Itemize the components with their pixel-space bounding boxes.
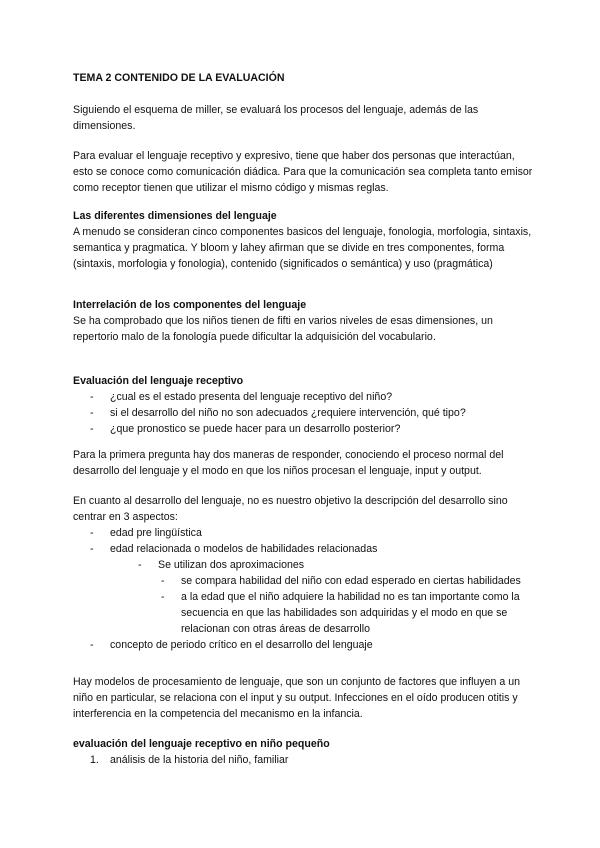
- list-item-text: análisis de la historia del niño, familiar: [110, 754, 289, 766]
- list-item: [73, 637, 533, 653]
- list-item: [73, 405, 533, 421]
- list-item: [73, 421, 533, 437]
- list-item-text: edad relacionada o modelos de habilidades relacionadas: [110, 543, 378, 555]
- list-item-text: ¿cual es el estado presenta del lenguaje receptivo del niño?: [110, 391, 393, 403]
- list-item: [73, 752, 533, 768]
- list-item: [73, 525, 533, 541]
- list-item: [73, 573, 533, 589]
- list-item-text: edad pre lingüística: [110, 527, 202, 539]
- aspects-intro: En cuanto al desarrollo del lenguaje, no es nuestro objetivo la descripción del desarrollo sino centrar en 3 aspectos:: [73, 495, 508, 523]
- list-item: [73, 541, 533, 557]
- answer-paragraph: Para la primera pregunta hay dos maneras de responder, conociendo el proceso normal del desarrollo del lenguaje y el modo en que los niños procesan el lenguaje, input y output.: [73, 449, 504, 477]
- list-item-text: se compara habilidad del niño con edad esperado en ciertas habilidades: [181, 575, 521, 587]
- bullet-dash: -: [90, 543, 94, 555]
- section-text: A menudo se consideran cinco componentes basicos del lenguaje, fonologia, morfologia, sintaxis, semantica y pragmatica. Y bloom y lahey afirman que se divide en tres componentes, forma (sintaxis, morfologia y fonologia), contenido (significados o semántica) y uso (pragmática): [73, 226, 532, 270]
- bullet-dash: -: [90, 423, 94, 435]
- section-heading: evaluación del lenguaje receptivo en niño pequeño: [73, 738, 330, 750]
- section-small-child: [73, 736, 533, 768]
- bullet-dash: -: [161, 591, 165, 603]
- list-item-text: a la edad que el niño adquiere la habilidad no es tan importante como la secuencia en que las habilidades son adquiridas y el modo en que se relacionan con otras áreas de desarrollo: [181, 591, 520, 635]
- list-number: 1.: [90, 754, 99, 766]
- list-item: [73, 557, 533, 573]
- list-item: [73, 389, 533, 405]
- bullet-dash: -: [90, 639, 94, 651]
- section-text: Se ha comprobado que los niños tienen de fifti en varios niveles de esas dimensiones, un repertorio malo de la fonología puede dificultar la adquisición del vocabulario.: [73, 315, 493, 343]
- section-interrelation: [73, 297, 533, 345]
- section-receptive: [73, 373, 533, 437]
- section-heading: Interrelación de los componentes del lenguaje: [73, 299, 307, 311]
- list-item-text: concepto de periodo crítico en el desarrollo del lenguaje: [110, 639, 373, 651]
- list-item-text: si el desarrollo del niño no son adecuados ¿requiere intervención, qué tipo?: [110, 407, 466, 419]
- list-item-text: Se utilizan dos aproximaciones: [158, 559, 305, 571]
- list-item: [73, 589, 533, 637]
- processing-models-paragraph: Hay modelos de procesamiento de lenguaje, que son un conjunto de factores que influyen a un niño en particular, se relaciona con el input y su output. Infecciones en el oído producen otitis y interferencia en la competencia del mecanismo en la infancia.: [73, 676, 521, 720]
- bullet-dash: -: [161, 575, 165, 587]
- development-aspects: [73, 493, 533, 653]
- bullet-dash: -: [90, 407, 94, 419]
- bullet-dash: -: [90, 391, 94, 403]
- receptive-expressive-paragraph: Para evaluar el lenguaje receptivo y expresivo, tiene que haber dos personas que interactúan, esto se conoce como comunicación diádica. Para que la comunicación sea completa tanto emisor como receptor tienen que utilizar el mismo código y mismas reglas.: [73, 150, 533, 194]
- bullet-dash: -: [138, 559, 142, 571]
- section-heading: Evaluación del lenguaje receptivo: [73, 375, 244, 387]
- intro-paragraph: Siguiendo el esquema de miller, se evaluará los procesos del lenguaje, además de las dimensiones.: [73, 104, 479, 132]
- list-item-text: ¿que pronostico se puede hacer para un desarrollo posterior?: [110, 423, 401, 435]
- document-title: TEMA 2 CONTENIDO DE LA EVALUACIÓN: [73, 72, 285, 84]
- bullet-dash: -: [90, 527, 94, 539]
- section-heading: Las diferentes dimensiones del lenguaje: [73, 210, 277, 222]
- section-dimensions: [73, 208, 533, 272]
